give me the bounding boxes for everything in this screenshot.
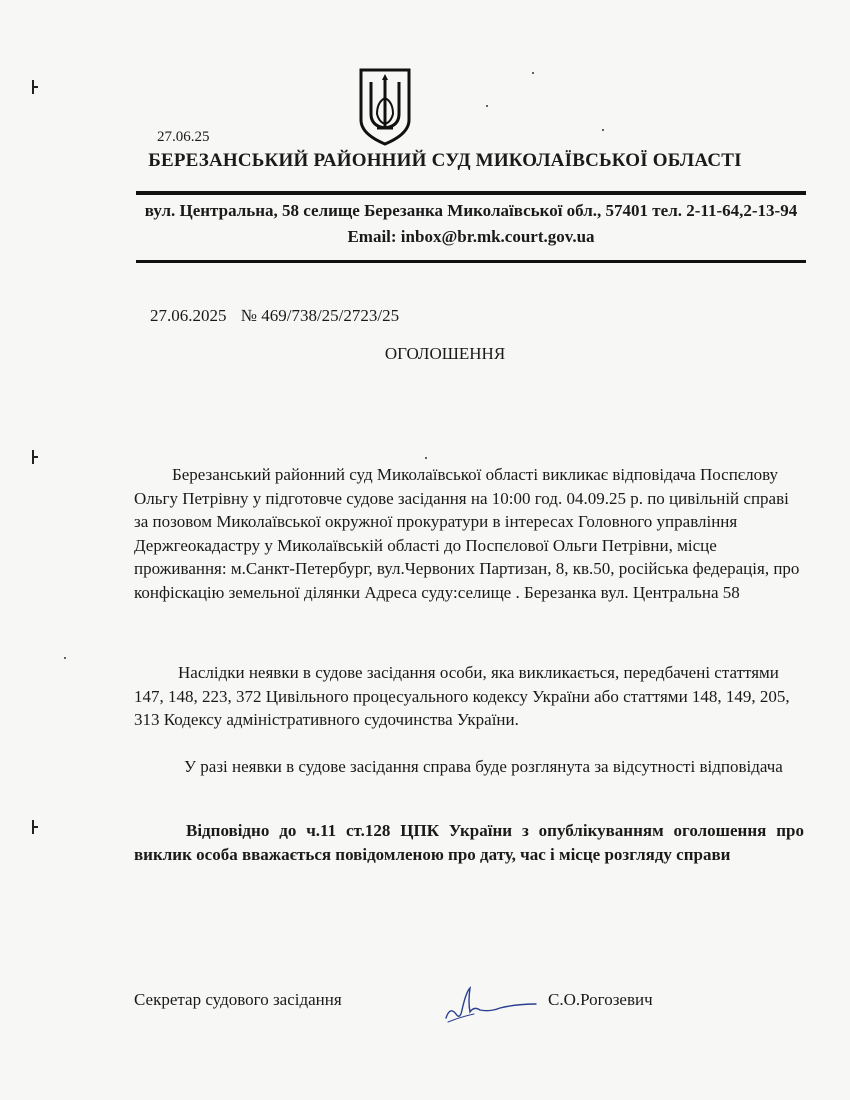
header-date: 27.06.25 xyxy=(157,129,210,145)
header-divider-top xyxy=(136,191,806,195)
document-date: 27.06.2025 xyxy=(150,306,227,325)
scan-speck xyxy=(425,457,427,459)
signature-name: С.О.Рогозевич xyxy=(548,990,653,1009)
paragraph-summons: Березанський районний суд Миколаївської області викликає відповідача Поспєлову Ольгу Петрівну у підготовче судове засідання на 10:00 год. 04.09.25 р. по цивільній справі за позовом Миколаївської окружної прокуратури в інтересах Головного управління Держгеокадастру у Миколаївській області до Поспєлової Ольги Петрівни, місце проживання: м.Санкт-Петербург, вул.Червоних Партизан, 8, кв.50, російська федерація, про конфіскацію земельної ділянки Адреса суду:селище . Березанка вул. Центральна 58 xyxy=(134,465,800,602)
scan-artifact xyxy=(30,820,38,834)
scan-speck xyxy=(486,105,488,107)
scan-speck xyxy=(602,129,604,131)
court-name: БЕРЕЗАНСЬКИЙ РАЙОННИЙ СУД МИКОЛАЇВСЬКОЇ ОБЛАСТІ xyxy=(148,150,742,171)
header-divider-bottom xyxy=(136,260,806,263)
document-number: № 469/738/25/2723/25 xyxy=(240,306,400,325)
document-reference xyxy=(150,306,399,326)
document-title: ОГОЛОШЕННЯ xyxy=(384,344,506,363)
paragraph-consequences: Наслідки неявки в судове засідання особи, яка викликається, передбачені статтями 147, 148, 223, 372 Цивільного процесуального кодексу України або статтями 148, 149, 205, 313 Кодексу адміністративного судочинства України. xyxy=(134,663,790,729)
scan-artifact xyxy=(30,80,38,94)
scan-speck xyxy=(532,72,534,74)
signature-title: Секретар судового засідання xyxy=(134,990,342,1009)
scan-artifact xyxy=(30,450,38,464)
court-address: вул. Центральна, 58 селище Березанка Миколаївської обл., 57401 тел. 2-11-64,2-13-94 Email: inbox@br.mk.court.gov.ua xyxy=(144,201,798,246)
trident-icon xyxy=(357,68,413,146)
handwritten-signature xyxy=(440,984,540,1024)
paragraph-absence: У разі неявки в судове засідання справа буде розглянута за відсутності відповідача xyxy=(184,757,783,776)
paragraph-notification: Відповідно до ч.11 ст.128 ЦПК України з опублікуванням оголошення про виклик особа вважається повідомленою про дату, час і місце розгляду справи xyxy=(134,821,804,864)
scan-speck xyxy=(64,657,66,659)
